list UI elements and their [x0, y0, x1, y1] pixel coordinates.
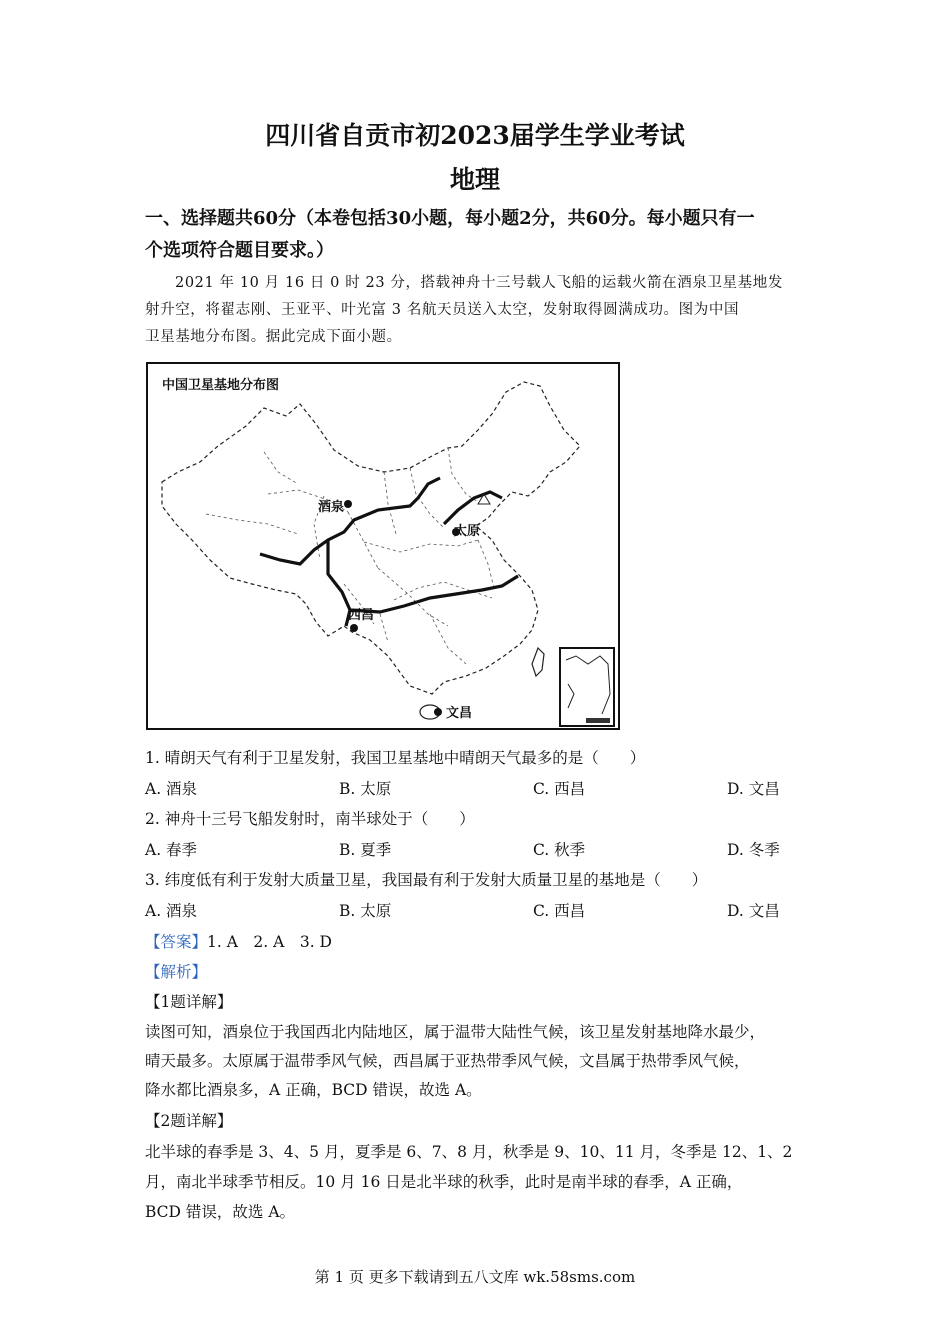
- section-heading-line2: 个选项符合题目要求。）: [145, 240, 334, 261]
- province-lines: [206, 448, 494, 664]
- q1-option-c: C. 西昌: [533, 780, 586, 798]
- china-map-drawing: [148, 364, 618, 728]
- map-title: 中国卫星基地分布图: [162, 378, 280, 393]
- q2-option-c: C. 秋季: [533, 841, 586, 859]
- subject-title: 地理: [449, 165, 500, 194]
- jiuquan-marker: [344, 500, 352, 508]
- q2-analysis-heading: 【2题详解】: [145, 1112, 233, 1130]
- q2-option-a: A. 春季: [145, 841, 198, 859]
- analysis-tag: 【解析】: [145, 963, 208, 981]
- label-taiyuan: 太原: [454, 524, 481, 539]
- answer-tag: 【答案】: [145, 933, 208, 951]
- answer-text: 1. A 2. A 3. D: [207, 933, 332, 951]
- taiwan-island: [532, 648, 544, 676]
- q3-option-c: C. 西昌: [533, 902, 586, 920]
- answer-line: [145, 930, 332, 952]
- intro-line2: 射升空，将翟志刚、王亚平、叶光富 3 名航天员送入太空，发射取得圆满成功。图为中国: [145, 302, 740, 318]
- label-jiuquan: 酒泉: [318, 500, 345, 515]
- label-wenchang: 文昌: [446, 706, 473, 721]
- q1-analysis-line2: 晴天最多。太原属于温带季风气候，西昌属于亚热带季风气候，文昌属于热带季风气候，: [145, 1052, 750, 1070]
- south-china-sea-inset: [560, 648, 614, 726]
- question-3-stem: 3. 纬度低有利于发射大质量卫星，我国最有利于发射大质量卫星的基地是（ ）: [145, 871, 708, 889]
- q1-option-a: A. 酒泉: [145, 780, 198, 798]
- page-title: 四川省自贡市初2023届学生学业考试: [265, 121, 685, 150]
- page-footer: 第 1 页 更多下载请到五八文库 wk.58sms.com: [314, 1268, 636, 1286]
- label-xichang: 西昌: [348, 608, 375, 623]
- q2-analysis-line1: 北半球的春季是 3、4、5 月，夏季是 6、7、8 月，秋季是 9、10、11 月，冬季是 12、1、2: [145, 1143, 793, 1161]
- q2-option-b: B. 夏季: [339, 841, 392, 859]
- q2-option-d: D. 冬季: [727, 841, 780, 859]
- q1-option-b: B. 太原: [339, 780, 392, 798]
- satellite-base-map: [146, 362, 620, 730]
- wenchang-marker: [434, 708, 442, 716]
- question-2-stem: 2. 神舟十三号飞船发射时，南半球处于（ ）: [145, 810, 475, 828]
- q1-option-d: D. 文昌: [727, 780, 780, 798]
- q2-analysis-line3: BCD 错误，故选 A。: [145, 1203, 296, 1221]
- q3-option-d: D. 文昌: [727, 902, 780, 920]
- q2-analysis-line2: 月，南北半球季节相反。10 月 16 日是北半球的秋季，此时是南半球的春季，A 正确，: [145, 1173, 743, 1191]
- q3-option-b: B. 太原: [339, 902, 392, 920]
- q1-analysis-line3: 降水都比酒泉多，A 正确，BCD 错误，故选 A。: [145, 1081, 482, 1099]
- inset-scale-bar: [586, 718, 610, 723]
- section-heading-line1: 一、选择题共60分（本卷包括30小题，每小题2分，共60分。每小题只有一: [145, 208, 755, 229]
- intro-line1: 2021 年 10 月 16 日 0 时 23 分，搭载神舟十三号载人飞船的运载火箭在酒泉卫星基地发: [175, 275, 783, 291]
- intro-line3: 卫星基地分布图。据此完成下面小题。: [145, 329, 402, 345]
- national-border: [162, 382, 580, 694]
- q1-analysis-heading: 【1题详解】: [145, 993, 233, 1011]
- q3-option-a: A. 酒泉: [145, 902, 198, 920]
- thick-boundary-line: [260, 478, 518, 626]
- question-1-stem: 1. 晴朗天气有利于卫星发射，我国卫星基地中晴朗天气最多的是（ ）: [145, 749, 646, 767]
- q1-analysis-line1: 读图可知，酒泉位于我国西北内陆地区，属于温带大陆性气候，该卫星发射基地降水最少，: [145, 1023, 766, 1041]
- xichang-marker: [350, 624, 358, 632]
